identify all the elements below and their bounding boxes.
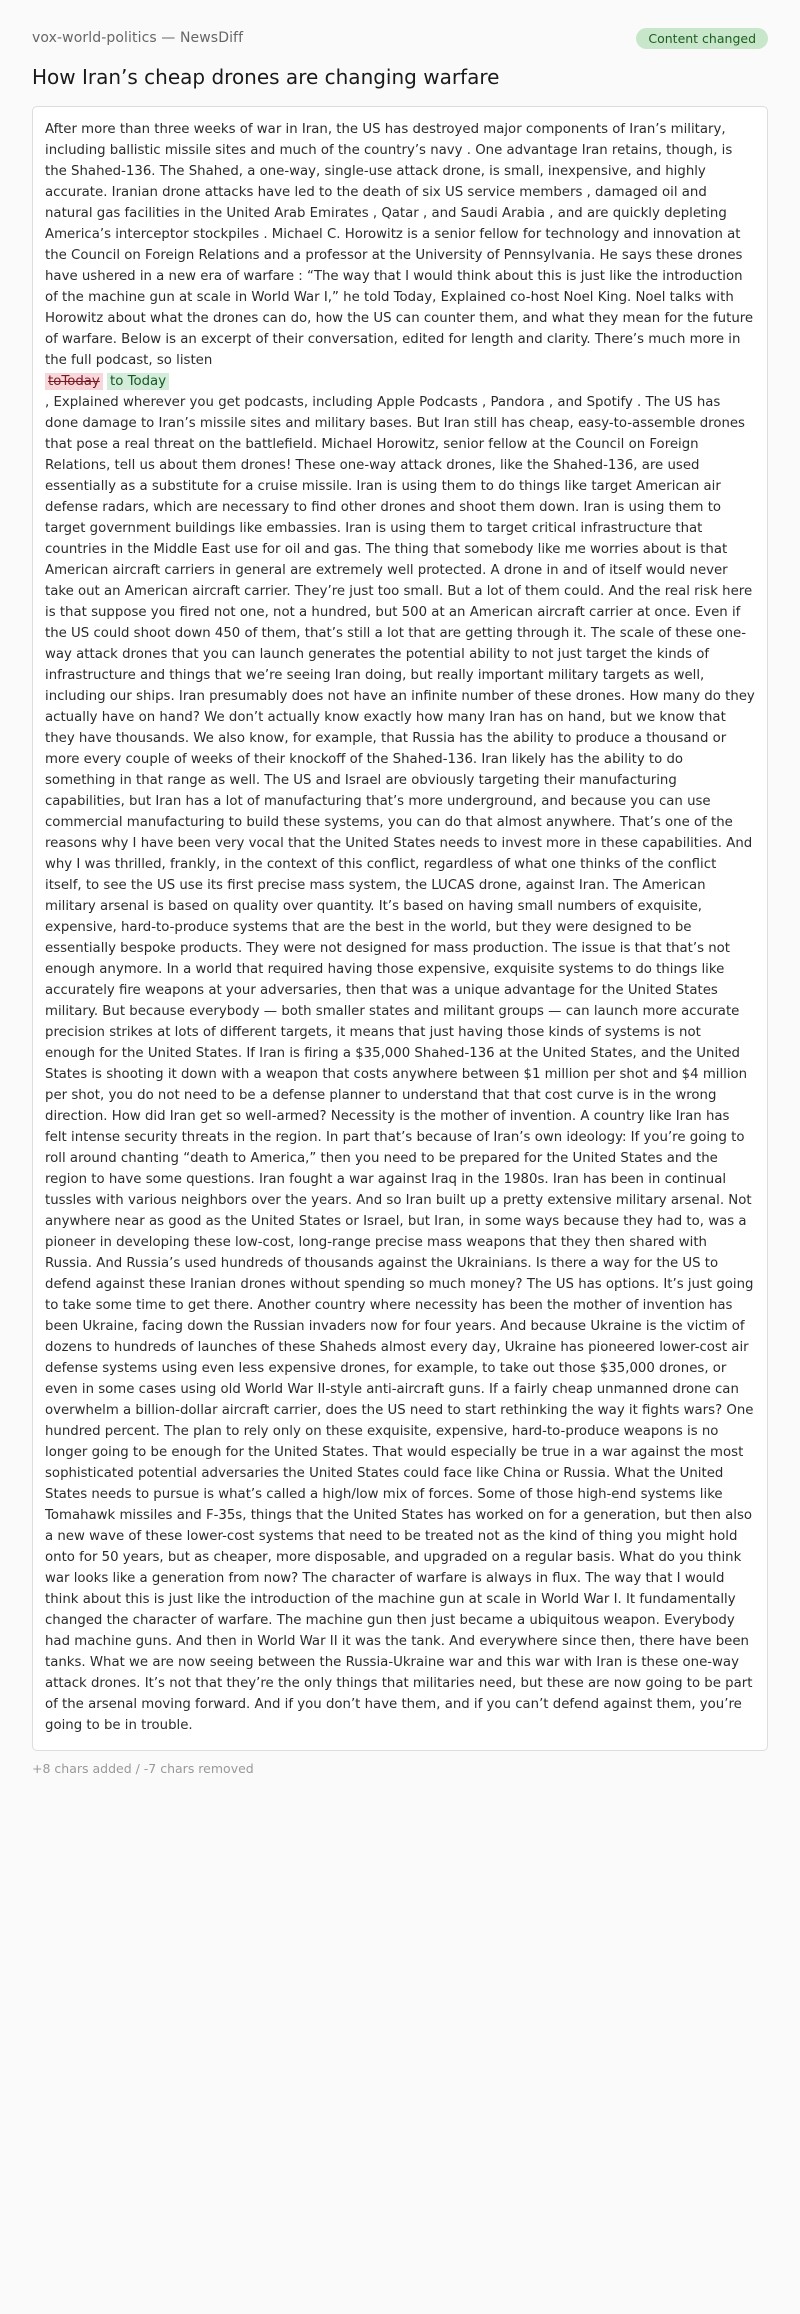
diff-stats: +8 chars added / -7 chars removed bbox=[32, 1761, 254, 1776]
diff-content bbox=[32, 106, 768, 1751]
paragraph-after: , Explained wherever you get podcasts, including Apple Podcasts , Pandora , and Spotify . The US has done damage to Iran’s missile sites and military bases. But Iran still has cheap, easy-to-assemble drones that pose a real threat on the battlefield. Michael Horowitz, senior fellow at the Council on Foreign Relations, tell us about them drones! These one-way attack drones, like the Shahed-136, are used essentially as a substitute for a cruise missile. Iran is using them to do things like target American air defense radars, which are necessary to find other drones and shoot them down. Iran is using them to target government buildings like embassies. Iran is using them to target critical infrastructure that countries in the Middle East use for oil and gas. The thing that somebody like me worries about is that American aircraft carriers in general are extremely well protected. A drone in and of itself would never take out an American aircraft carrier. They’re just too small. But a lot of them could. And the real risk here is that suppose you fired not one, not a hundred, but 500 at an American aircraft carrier at once. Even if the US could shoot down 450 of them, that’s still a lot that are getting through it. The scale of these one-way attack drones that you can launch generates the potential ability to not just target the kinds of infrastructure and things that we’re seeing Iran doing, but really important military targets as well, including our ships. Iran presumably does not have an infinite number of these drones. How many do they actually have on hand? We don’t actually know exactly how many Iran has on hand, but we know that they have thousands. We also know, for example, that Russia has the ability to produce a thousand or more every couple of weeks of their knockoff of the Shahed-136. Iran likely has the ability to do something in that range as well. The US and Israel are obviously targeting their manufacturing capabilities, but Iran has a lot of manufacturing that’s more underground, and because you can use commercial manufacturing to build these systems, you can do that almost anywhere. That’s one of the reasons why I have been very vocal that the United States needs to invest more in these capabilities. And why I was thrilled, frankly, in the context of this conflict, regardless of what one thinks of the conflict itself, to see the US use its first precise mass system, the LUCAS drone, against Iran. The American military arsenal is based on quality over quantity. It’s based on having small numbers of exquisite, expensive, hard-to-produce systems that are the best in the world, but they were designed to be essentially bespoke products. They were not designed for mass production. The issue is that that’s not enough anymore. In a world that required having those expensive, exquisite systems to do things like accurately fire weapons at your adversaries, then that was a unique advantage for the United States military. But because everybody — both smaller states and militant groups — can launch more accurate precision strikes at lots of different targets, it means that just having those kinds of systems is not enough for the United States. If Iran is firing a $35,000 Shahed-136 at the United States, and the United States is shooting it down with a weapon that costs anywhere between $1 million per shot and $4 million per shot, you do not need to be a defense planner to understand that that cost curve is in the wrong direction. How did Iran get so well-armed? Necessity is the mother of invention. A country like Iran has felt intense security threats in the region. In part that’s because of Iran’s own ideology: If you’re going to roll around chanting “death to America,” then you need to be prepared for the United States and the region to have some questions. Iran fought a war against Iraq in the 1980s. Iran has been in continual tussles with various neighbors over the years. And so Iran built up a pretty extensive military arsenal. Not anywhere near as good as the United States or Israel, but Iran, in some ways because they had to, was a pioneer in developing these low-cost, long-range precise mass weapons that they then shared with Russia. And Russia’s used hundreds of thousands against the Ukrainians. Is there a way for the US to defend against these Iranian drones without spending so much money? The US has options. It’s just going to take some time to get there. Another country where necessity has been the mother of invention has been Ukraine, facing down the Russian invaders now for four years. And because Ukraine is the victim of dozens to hundreds of launches of these Shaheds almost every day, Ukraine has pioneered lower-cost air defense systems using even less expensive drones, for example, to take out those $35,000 drones, or even in some cases using old World War II-style anti-aircraft guns. If a fairly cheap unmanned drone can overwhelm a billion-dollar aircraft carrier, does the US need to start rethinking the way it fights wars? One hundred percent. The plan to rely only on these exquisite, expensive, hard-to-produce weapons is no longer going to be enough for the United States. That would especially be true in a war against the most sophisticated potential adversaries the United States could face like China or Russia. What the United States needs to pursue is what’s called a high/low mix of forces. Some of those high-end systems like Tomahawk missiles and F-35s, things that the United States has worked on for a generation, but then also a new wave of these lower-cost systems that need to be treated not as the kind of thing you might hold onto for 50 years, but as cheaper, more disposable, and upgraded on a regular basis. What do you think war looks like a generation from now? The character of warfare is always in flux. The way that I would think about this is just like the introduction of the machine gun at scale in World War I. It fundamentally changed the character of warfare. The machine gun then just became a ubiquitous weapon. Everybody had machine guns. And then in World War II it was the tank. And everywhere since then, there have been tanks. What we are now seeing between the Russia-Ukraine war and this war with Iran is these one-way attack drones. It’s not that they’re the only things that militaries need, but these are now going to be part of the arsenal moving forward. And if you don’t have them, and if you can’t defend against them, you’re going to be in trouble. bbox=[45, 395, 755, 1733]
paragraph-before: After more than three weeks of war in Iran, the US has destroyed major components of Iran’s military, including ballistic missile sites and much of the country’s navy . One advantage Iran retains, though, is the Shahed-136. The Shahed, a one-way, single-use attack drone, is small, inexpensive, and highly accurate. Iranian drone attacks have led to the death of six US service members , damaged oil and natural gas facilities in the United Arab Emirates , Qatar , and Saudi Arabia , and are quickly depleting America’s interceptor stockpiles . Michael C. Horowitz is a senior fellow for technology and innovation at the Council on Foreign Relations and a professor at the University of Pennsylvania. He says these drones have ushered in a new era of warfare : “The way that I would think about this is just like the introduction of the machine gun at scale in World War I,” he told Today, Explained co-host Noel King. Noel talks with Horowitz about what the drones can do, how the US can counter them, and what they mean for the future of warfare. Below is an excerpt of their conversation, edited for length and clarity. There’s much more in the full podcast, so listen bbox=[45, 122, 754, 368]
header bbox=[32, 24, 768, 52]
article-title: How Iran’s cheap drones are changing warfare bbox=[32, 65, 500, 89]
status-badge: Content changed bbox=[636, 28, 768, 49]
added-text: to Today bbox=[107, 373, 169, 390]
removed-text: toToday bbox=[45, 373, 103, 390]
source-label: vox-world-politics — NewsDiff bbox=[32, 30, 244, 46]
diff-change bbox=[45, 371, 755, 392]
